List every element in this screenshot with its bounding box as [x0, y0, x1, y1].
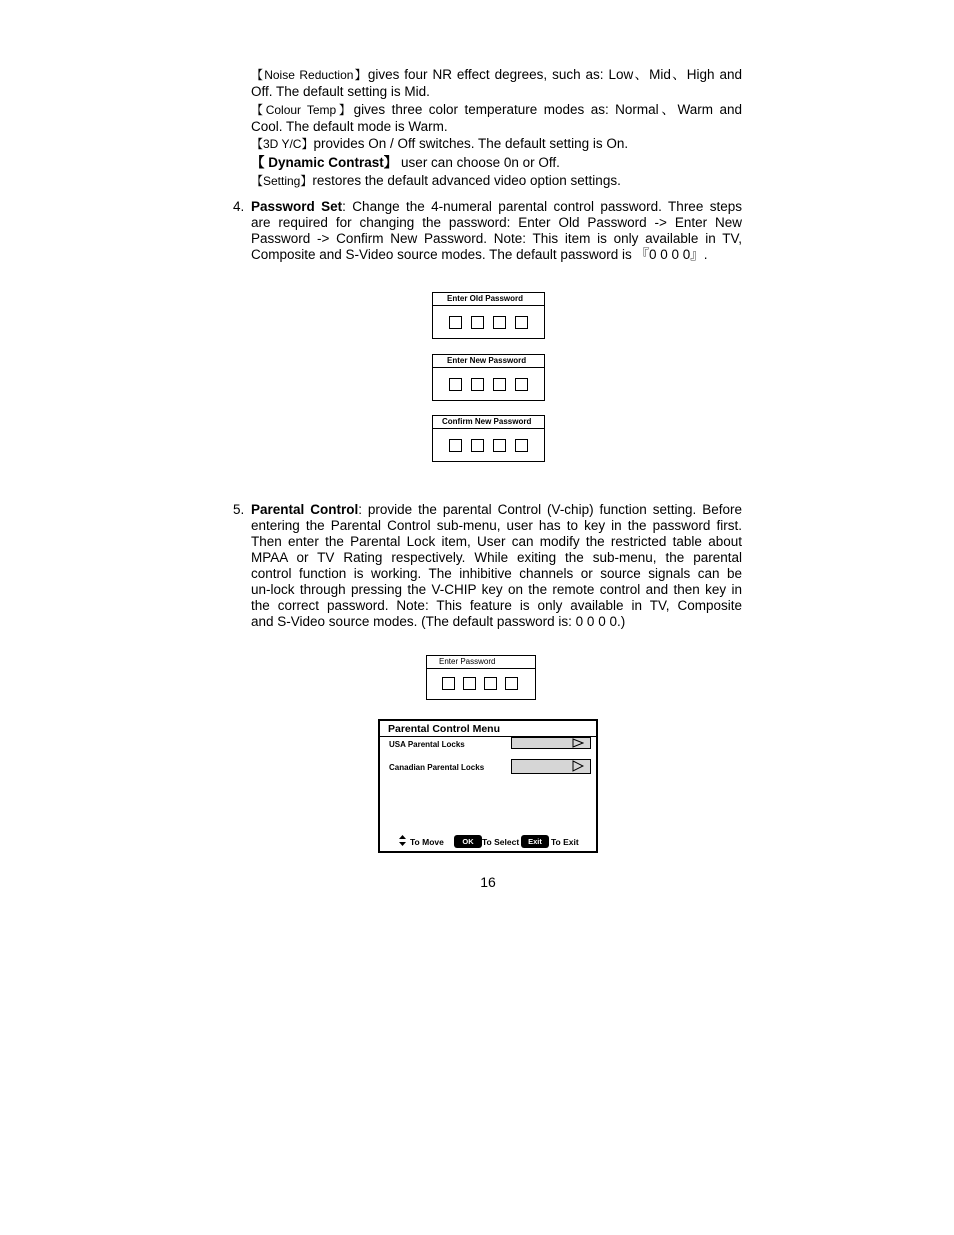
arrow-right-icon — [572, 738, 584, 748]
setting-key: 【Setting】 — [251, 174, 313, 188]
ct-paragraph — [251, 102, 742, 135]
yc-key: 【3D Y/C】 — [251, 137, 314, 151]
to-move-label: To Move — [410, 837, 444, 847]
section5-line: entering the Parental Control sub-menu, user has to key in the password first. — [251, 518, 742, 533]
digit-field[interactable] — [515, 378, 528, 391]
nr-text-2: Off. The default setting is Mid. — [251, 84, 430, 99]
section4-line2: are required for changing the password: Enter Old Password -> Enter New — [251, 215, 742, 230]
digit-field[interactable] — [505, 677, 518, 690]
digit-field[interactable] — [515, 439, 528, 452]
section5-line: the correct password. Note: This feature is only available in TV, Composite — [251, 598, 742, 613]
setting-paragraph — [251, 173, 621, 189]
nr-paragraph — [251, 67, 742, 100]
enter-password-title: Enter Password — [427, 656, 535, 669]
enter-old-password-title: Enter Old Password — [433, 293, 544, 306]
section5-line1: : provide the parental Control (V-chip) function setting. Before — [358, 502, 743, 517]
section5-line: MPAA or TV Rating respectively. While exiting the sub-menu, the parental — [251, 550, 742, 565]
section4-line1: : Change the 4-numeral parental control password. Three steps — [342, 199, 742, 214]
ct-text: gives three color temperature modes as: Normal、Warm and — [353, 102, 743, 117]
enter-old-password-box — [432, 292, 545, 339]
section5-body — [251, 502, 742, 630]
digit-field[interactable] — [463, 677, 476, 690]
digit-field[interactable] — [449, 316, 462, 329]
ok-button[interactable]: OK — [454, 835, 482, 848]
section5-title: Parental Control — [251, 502, 359, 517]
digit-field[interactable] — [442, 677, 455, 690]
section5-line: un-lock through pressing the V-CHIP key on the remote control and then key in — [251, 582, 742, 597]
menu-title: Parental Control Menu — [388, 723, 501, 735]
section5-line: Then enter the Parental Lock item, User can modify the restricted table about — [251, 534, 742, 549]
digit-field[interactable] — [493, 316, 506, 329]
password-digits[interactable] — [442, 677, 518, 690]
page-number: 16 — [480, 874, 496, 890]
section4-line3: Password -> Confirm New Password. Note: This item is only available in TV, — [251, 231, 742, 246]
canadian-parental-locks-selector[interactable] — [511, 759, 591, 774]
enter-password-box — [426, 655, 536, 700]
digit-field[interactable] — [515, 316, 528, 329]
password-digits[interactable] — [449, 316, 528, 329]
arrow-right-icon — [572, 760, 584, 772]
password-digits[interactable] — [449, 378, 528, 391]
digit-field[interactable] — [493, 378, 506, 391]
yc-paragraph — [251, 136, 628, 152]
yc-text: provides On / Off switches. The default setting is On. — [313, 136, 629, 151]
section4-line4: Composite and S-Video source modes. The default password is 『0 0 0 0』. — [251, 247, 708, 262]
ct-text-2: Cool. The default mode is Warm. — [251, 119, 448, 134]
digit-field[interactable] — [471, 439, 484, 452]
ct-key: 【Colour Temp】 — [251, 103, 354, 117]
menu-item-canadian-parental-locks[interactable]: Canadian Parental Locks — [389, 763, 485, 772]
dc-paragraph — [251, 155, 560, 171]
digit-field[interactable] — [493, 439, 506, 452]
digit-field[interactable] — [484, 677, 497, 690]
confirm-new-password-box — [432, 415, 545, 462]
up-down-arrow-icon — [399, 835, 406, 846]
parental-control-menu — [378, 719, 598, 853]
menu-item-usa-parental-locks[interactable]: USA Parental Locks — [389, 740, 465, 749]
usa-parental-locks-selector[interactable] — [511, 737, 591, 749]
nr-key: 【Noise Reduction】 — [251, 68, 368, 82]
section5-number: 5. — [233, 502, 245, 517]
dc-text: user can choose 0n or Off. — [401, 155, 560, 170]
to-select-label: To Select — [482, 837, 520, 847]
section4-body — [251, 199, 742, 263]
enter-new-password-box — [432, 354, 545, 401]
section4-title: Password Set — [251, 199, 343, 214]
nr-text: gives four NR effect degrees, such as: Low、Mid、High and — [367, 67, 742, 82]
password-digits[interactable] — [449, 439, 528, 452]
section4-number: 4. — [233, 199, 245, 214]
confirm-new-password-title: Confirm New Password — [433, 416, 544, 429]
to-exit-label: To Exit — [551, 837, 579, 847]
exit-button[interactable]: Exit — [521, 835, 549, 848]
digit-field[interactable] — [449, 439, 462, 452]
section5-line: and S-Video source modes. (The default password is: 0 0 0 0.) — [251, 614, 626, 629]
digit-field[interactable] — [471, 316, 484, 329]
dc-key: 【 Dynamic Contrast】 — [251, 155, 398, 170]
enter-new-password-title: Enter New Password — [433, 355, 544, 368]
setting-text: restores the default advanced video option settings. — [312, 173, 621, 188]
digit-field[interactable] — [449, 378, 462, 391]
section5-line: control function is working. The inhibitive channels or source signals can be — [251, 566, 742, 581]
digit-field[interactable] — [471, 378, 484, 391]
